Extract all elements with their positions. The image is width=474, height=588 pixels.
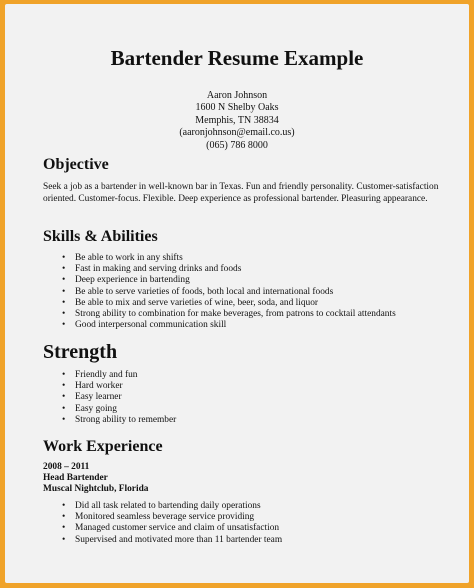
objective-text: Seek a job as a bartender in well-known bar in Texas. Fun and friendly personality. Customer-satisfaction oriented. Customer-focus. Flexible. Deep experience as professional bartender. Pleasuring appearance. — [43, 182, 439, 204]
list-item: • Easy going — [62, 404, 176, 415]
contact-block — [5, 90, 469, 152]
list-item: • Fast in making and serving drinks and foods — [62, 264, 396, 275]
document-title: Bartender Resume Example — [110, 46, 364, 70]
list-item: • Friendly and fun — [62, 370, 176, 381]
list-item: • Monitored seamless beverage service providing — [62, 512, 282, 523]
objective-heading: Objective — [43, 156, 109, 173]
list-item: • Strong ability to combination for make beverages, from patrons to cocktail attendants — [62, 309, 396, 320]
job-company: Muscal Nightclub, Florida — [43, 484, 149, 494]
list-item: • Strong ability to remember — [62, 415, 176, 426]
list-item: • Did all task related to bartending daily operations — [62, 501, 282, 512]
list-item: • Supervised and motivated more than 11 bartender team — [62, 535, 282, 546]
skills-heading: Skills & Abilities — [43, 228, 158, 245]
list-item: • Hard worker — [62, 381, 176, 392]
job-years: 2008 – 2011 — [43, 462, 90, 472]
list-item: • Deep experience in bartending — [62, 275, 396, 286]
list-item: • Be able to work in any shifts — [62, 253, 396, 264]
work-list — [62, 501, 282, 546]
resume-page — [5, 4, 469, 583]
list-item: • Good interpersonal communication skill — [62, 320, 396, 331]
contact-name: Aaron Johnson — [206, 90, 268, 101]
strength-heading: Strength — [43, 341, 118, 363]
contact-city: Memphis, TN 38834 — [195, 114, 279, 126]
contact-phone: (065) 786 8000 — [206, 139, 268, 151]
job-role: Head Bartender — [43, 473, 108, 483]
list-item: • Easy learner — [62, 392, 176, 403]
skills-list — [62, 253, 396, 331]
list-item: • Be able to serve varieties of foods, both local and international foods — [62, 287, 396, 298]
work-heading: Work Experience — [43, 438, 163, 455]
contact-email: (aaronjohnson@email.co.us) — [179, 127, 295, 139]
strength-list — [62, 370, 176, 426]
list-item: • Be able to mix and serve varieties of wine, beer, soda, and liquor — [62, 298, 396, 309]
list-item: • Managed customer service and claim of unsatisfaction — [62, 523, 282, 534]
contact-address: 1600 N Shelby Oaks — [195, 102, 279, 114]
